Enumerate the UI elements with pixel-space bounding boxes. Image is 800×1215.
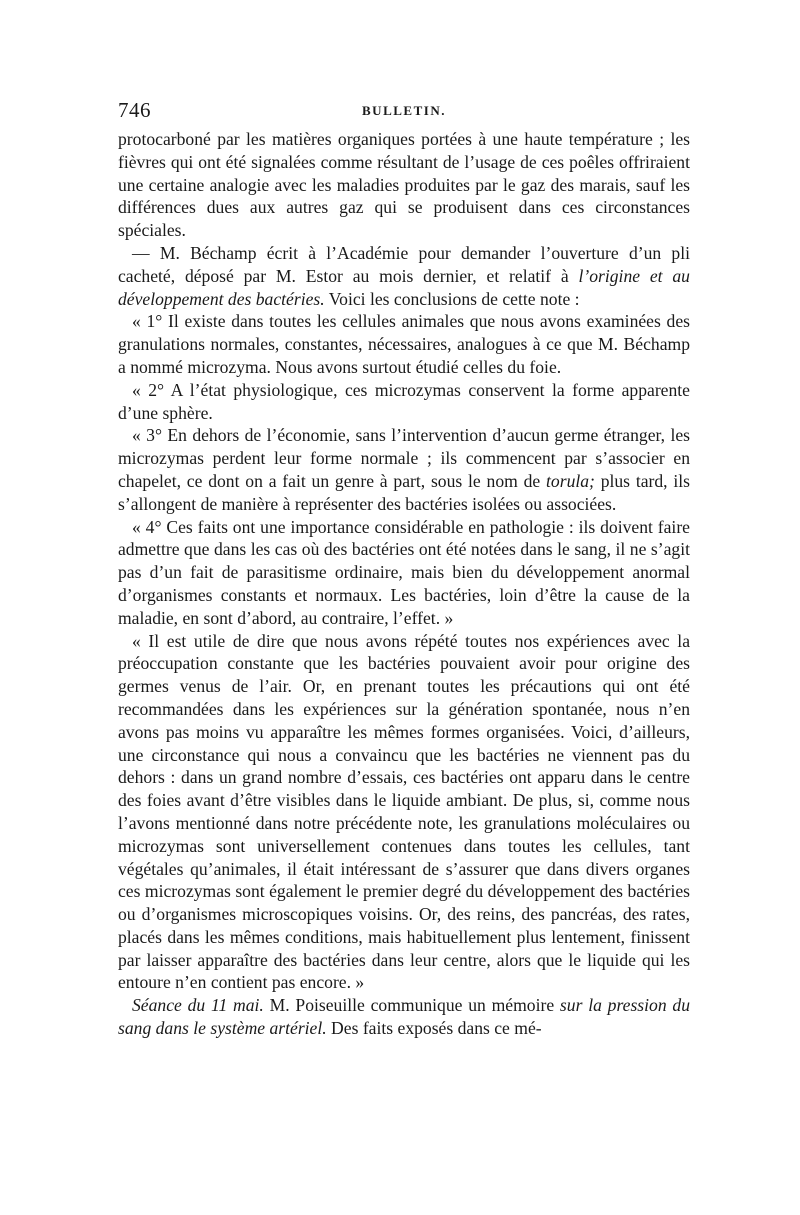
paragraph-text: Des faits exposés dans ce mé- <box>326 1018 542 1039</box>
conclusion-3 <box>118 424 690 515</box>
body-text <box>118 128 690 1040</box>
paragraph-seance <box>118 994 690 1040</box>
conclusion-4: « 4° Ces faits ont une importance considérable en pathologie : ils doivent faire admettre que dans les cas où des bactéries ont été notées dans le sang, il ne s’agit pas d’un fait de parasitisme ordinaire, mais bien du développement anormal d’organismes constants et normaux. Les bactéries, loin d’être la cause de la maladie, en sont d’abord, au contraire, l’effet. » <box>118 516 690 628</box>
paragraph-text: « 3° En dehors de l’économie, sans l’intervention d’aucun germe étranger, les microzymas perdent leur forme normale ; ils commencent par s’associer en chapelet, ce dont on a fait un genre à part, sous le nom de <box>118 425 690 491</box>
italic-title: l’origine et au développement des bactéries. <box>118 265 690 309</box>
paragraph-text: M. Poiseuille communique un mémoire <box>263 995 560 1016</box>
paragraph-experiments: « Il est utile de dire que nous avons répété toutes nos expériences avec la préoccupation constante que les bactéries pouvaient avoir pour origine des germes venus de l’air. Or, en prenant toutes les précautions qui ont été recommandées dans les expériences sur la génération spontanée, nous n’en avons pas moins vu apparaître les mêmes formes organisées. Voici, d’ailleurs, une circonstance qui nous a convaincu que les bactéries ne viennent pas du dehors : dans un grand nombre d’essais, ces bactéries ont apparu dans le centre des foies avant d’être visibles dans le liquide ambiant. De plus, si, comme nous l’avons mentionné dans notre précédente note, les granulations moléculaires ou microzymas sont universellement contenues dans toutes les cellules, tant végétales qu’animales, il était intéressant de s’assurer que dans divers organes ces microzymas sont également le premier degré du développement des bactéries ou d’organismes microscopiques voisins. Or, des reins, des pancréas, des rates, placés dans les mêmes conditions, mais habituellement plus lentement, finissent par laisser apparaître des bactéries dans leur centre, alors que le liquide qui les entoure n’en contient pas encore. » <box>118 630 690 993</box>
paragraph-text: — M. Béchamp écrit à l’Académie pour demander l’ouverture d’un pli cacheté, déposé par M. Estor au mois dernier, et relatif à <box>118 242 690 286</box>
italic-session-date: Séance du 11 mai. <box>132 995 264 1016</box>
italic-term: torula; <box>546 470 595 491</box>
running-title: BULLETIN. <box>362 103 446 118</box>
conclusion-2: « 2° A l’état physiologique, ces microzymas conservent la forme apparente d’une sphère. <box>118 379 690 423</box>
paragraph-continuation: protocarboné par les matières organiques portées à une haute température ; les fièvres qui ont été signalées comme résultant de l’usage de ces poêles offriraient une certaine analogie avec les maladies produites par le gaz des marais, sauf les différences dues aux autres gaz qui se produisent dans ces circonstances spéciales. <box>118 129 690 241</box>
page-header <box>118 98 690 122</box>
conclusion-1: « 1° Il existe dans toutes les cellules animales que nous avons examinées des granulations normales, constantes, nécessaires, analogues à ce que M. Béchamp a nommé microzyma. Nous avons surtout étudié celles du foie. <box>118 311 690 377</box>
page-number: 746 <box>118 98 151 122</box>
italic-memoir-title: sur la pression du sang dans le système artériel. <box>118 995 690 1039</box>
paragraph-bechamp-letter <box>118 242 690 310</box>
paragraph-text: Voici les conclusions de cette note : <box>324 288 580 309</box>
paragraph-text: plus tard, ils s’allongent de manière à représenter des bactéries isolées ou associées. <box>118 470 691 514</box>
